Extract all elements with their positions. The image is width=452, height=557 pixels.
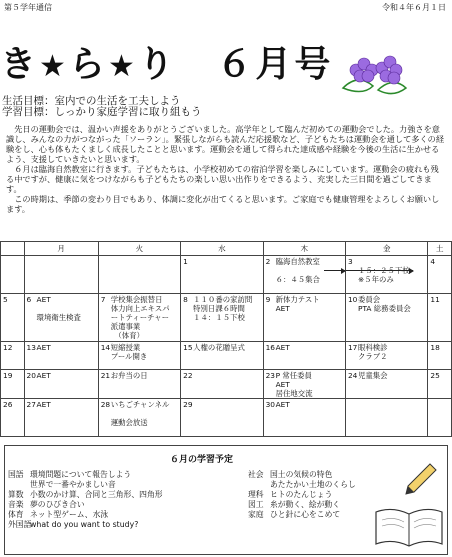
day-number: 15 — [183, 343, 193, 352]
calendar-week — [1, 294, 452, 342]
subject-topic: 環境問題について報告しよう — [30, 470, 132, 479]
calendar-day — [263, 399, 345, 437]
study-row — [248, 510, 356, 520]
day-events — [37, 343, 98, 352]
title-month: ６月号 — [216, 44, 334, 85]
event-line: 特別日課６時間 — [193, 304, 245, 313]
event-line: 眼科検診 — [357, 343, 388, 352]
event-line: お弁当の日 — [110, 371, 148, 380]
calendar-day — [1, 342, 25, 370]
day-number: 4 — [430, 257, 436, 266]
event-line: １５：２５下校 — [357, 266, 410, 275]
day-events — [111, 400, 180, 427]
day-events — [111, 295, 180, 340]
calendar-day — [98, 370, 180, 399]
title-char: り — [137, 44, 177, 85]
calendar-day — [345, 370, 427, 399]
calendar-week — [1, 399, 452, 437]
event-line: 体力向上エキスパ — [110, 304, 170, 313]
subject-label: 図工 — [248, 500, 264, 509]
calendar-day — [263, 342, 345, 370]
day-header: 金 — [345, 242, 427, 256]
calendar-day — [24, 294, 98, 342]
study-row — [8, 510, 163, 520]
day-number: 24 — [347, 371, 358, 380]
calendar-day — [24, 256, 98, 294]
issue-date: 令和４年６月１日 — [382, 3, 446, 12]
intro-paragraph: ６月は臨海自然教室に行きます。子どもたちは、小学校初めての宿泊学習を楽しみにしています。運動会の疲れも残る中ですが、健康に気をつけながらも子どもたちの楽しい思い出作りをできるよう、充実した三日間を過ごしてきます。 — [6, 164, 439, 194]
subject-label: 算数 — [8, 490, 24, 499]
subject-label: 音楽 — [8, 500, 24, 509]
event-line: 人権の花贈呈式 — [193, 343, 245, 352]
study-row — [248, 500, 356, 510]
calendar-day — [263, 294, 345, 342]
event-line: 学校集会振替日 — [110, 295, 163, 304]
event-line: P 常任委員 — [275, 371, 312, 380]
study-row — [8, 470, 163, 480]
day-number: 12 — [3, 343, 13, 352]
subject-topic: 夢のひびき合い — [30, 500, 85, 509]
day-number: 3 — [347, 257, 353, 266]
title-char: き — [0, 44, 40, 85]
subject-label: 家庭 — [248, 510, 264, 519]
calendar-day — [98, 256, 180, 294]
intro-paragraph: この時期は、季節の変わり目でもあり、体調に変化が出てくると思います。ご家庭でも健康管理をよろしくお願いします。 — [6, 194, 440, 214]
day-number: 14 — [100, 343, 111, 352]
event-line: AET — [36, 343, 51, 352]
day-number: 28 — [100, 400, 111, 409]
subject-topic: 世界で一番やかましい音 — [30, 480, 116, 489]
day-header — [1, 242, 25, 256]
event-line — [111, 409, 180, 418]
day-number: 13 — [26, 343, 36, 352]
class-name: 第５学年通信 — [4, 3, 52, 12]
calendar-day — [345, 256, 427, 294]
event-line: いちごチャンネル — [110, 400, 170, 409]
calendar-day — [181, 342, 263, 370]
event-line: 短縮授業 — [110, 343, 141, 352]
day-events — [193, 343, 262, 352]
day-events — [276, 400, 345, 409]
day-number: 8 — [183, 295, 188, 304]
event-line: AET — [275, 400, 290, 409]
subject-topic: 糸が動く、絵が動く — [270, 500, 341, 509]
calendar-day — [1, 399, 25, 437]
subject-topic: あたたかい土地のくらし — [270, 480, 356, 489]
day-number: 7 — [100, 295, 106, 304]
day-events — [111, 343, 180, 361]
day-number: 2 — [265, 257, 271, 266]
day-number: 25 — [430, 371, 440, 380]
event-line: １４：１５下校 — [193, 313, 245, 322]
day-number: 18 — [430, 343, 440, 352]
day-number: 23 — [265, 371, 275, 380]
subject-label: 体育 — [8, 510, 24, 519]
day-number: 5 — [3, 295, 8, 304]
calendar-day — [428, 370, 452, 399]
goals — [2, 96, 202, 118]
calendar-day — [24, 399, 98, 437]
day-number: 20 — [26, 371, 36, 380]
event-line: ６：４５集合 — [275, 275, 320, 284]
subject-label: 社会 — [248, 470, 264, 479]
day-header: 月 — [24, 242, 98, 256]
title-char: ら — [68, 44, 108, 85]
trip-arrow — [324, 270, 345, 271]
study-row — [8, 480, 163, 490]
subject-label: 国語 — [8, 470, 24, 479]
day-number: 11 — [430, 295, 440, 304]
day-events — [276, 343, 345, 352]
subject-label — [248, 480, 270, 490]
event-line: 新体力テスト — [275, 295, 320, 304]
event-line: PTA 総務委員会 — [357, 304, 411, 313]
study-row — [8, 500, 163, 510]
hydrangea-illustration — [338, 48, 408, 98]
newsletter-title — [0, 36, 333, 87]
calendar-day — [98, 342, 180, 370]
day-number: 1 — [183, 257, 188, 266]
event-line: 派遣事業 — [110, 322, 141, 331]
calendar-week — [1, 342, 452, 370]
study-plan-title: ６月の学習予定 — [170, 455, 234, 465]
calendar-day — [345, 399, 427, 437]
subject-topic: 小数のかけ算、合同と三角形、四角形 — [30, 490, 163, 499]
day-number: 22 — [183, 371, 193, 380]
day-number: 19 — [3, 371, 13, 380]
event-line: 臨海自然教室 — [275, 257, 320, 266]
event-line — [358, 257, 427, 266]
day-number: 9 — [265, 295, 271, 304]
day-number: 16 — [265, 343, 275, 352]
day-number: 6 — [26, 295, 32, 304]
calendar-day — [263, 370, 345, 399]
event-line — [37, 304, 98, 313]
subject-label: 外国語 — [8, 520, 32, 529]
subject-topic: what do you want to study? — [30, 520, 139, 529]
event-line: クラブ２ — [357, 352, 388, 361]
day-events — [358, 295, 427, 313]
day-header: 火 — [98, 242, 180, 256]
day-events — [276, 371, 345, 398]
subject-topic: ヒトのたんじょう — [270, 490, 333, 499]
calendar-day — [24, 342, 98, 370]
event-line: 児童集会 — [357, 371, 388, 380]
day-events — [358, 371, 427, 380]
day-number: 30 — [265, 400, 275, 409]
calendar-day — [428, 342, 452, 370]
calendar-day — [263, 256, 345, 294]
life-goal: 生活目標：室内での生活を工夫しよう — [2, 95, 181, 107]
subject-label: 理科 — [248, 490, 264, 499]
study-row — [248, 480, 356, 490]
open-book-icon — [372, 500, 446, 550]
calendar-day — [181, 370, 263, 399]
day-number: 21 — [100, 371, 111, 380]
intro-paragraph: 先日の運動会では、温かい声援をありがとうございました。高学年として臨んだ初めての運動会でした。力強さを意識し、みんなの力がつながった「ソーラン」。緊張しながらも読んだ応援歌など、子どもたちは運動会を通して多くの経験をし、心も体もたくましく成長したことと思います。運動会を通して得られた達成感や経験を今後の生活に生かせるよう、支援していきたいと思います。 — [6, 124, 445, 164]
calendar — [0, 241, 452, 437]
study-row — [248, 490, 356, 500]
day-events — [37, 400, 98, 409]
study-row — [8, 490, 163, 500]
day-number: 27 — [26, 400, 36, 409]
calendar-day — [345, 342, 427, 370]
study-plan-right — [248, 470, 356, 520]
event-line: 運動会放送 — [110, 418, 148, 427]
day-header: 土 — [428, 242, 452, 256]
event-line: AET — [275, 380, 290, 389]
event-line: AET — [275, 343, 290, 352]
event-line: AET — [36, 371, 51, 380]
study-row — [248, 470, 356, 480]
day-number: 29 — [183, 400, 193, 409]
subject-topic: ネット型ゲーム、水泳 — [30, 510, 109, 519]
day-events — [37, 371, 98, 380]
calendar-day — [428, 256, 452, 294]
calendar-day — [24, 370, 98, 399]
calendar-day — [1, 256, 25, 294]
subject-topic: 国土の気候の特色 — [270, 470, 333, 479]
subject-label — [8, 480, 30, 490]
calendar-day — [1, 370, 25, 399]
event-line: AET — [36, 295, 51, 304]
day-events — [193, 295, 262, 322]
event-line: プール開き — [110, 352, 148, 361]
day-events — [358, 343, 427, 361]
event-line: AET — [36, 400, 51, 409]
study-row — [8, 520, 163, 530]
intro-text — [6, 124, 446, 214]
event-line: AET — [275, 304, 290, 313]
calendar-day — [181, 256, 263, 294]
study-goal: 学習目標：しっかり家庭学習に取り組もう — [2, 106, 202, 118]
study-plan-left — [8, 470, 163, 530]
day-number: 17 — [347, 343, 358, 352]
calendar-week — [1, 256, 452, 294]
calendar-day — [181, 294, 263, 342]
calendar-header — [1, 242, 452, 256]
calendar-day — [1, 294, 25, 342]
event-line: １１０番の家訪問 — [193, 295, 253, 304]
day-events — [276, 295, 345, 313]
event-line: ートティーチャー — [110, 313, 170, 322]
event-line: 環境衛生検査 — [36, 313, 81, 322]
calendar-day — [98, 294, 180, 342]
calendar-week — [1, 370, 452, 399]
event-line: ※５年のみ — [357, 275, 394, 284]
star-icon: ★ — [39, 49, 69, 84]
event-line: 居住地交流 — [275, 389, 313, 398]
calendar-day — [428, 399, 452, 437]
day-events — [37, 295, 98, 322]
trip-arrow — [346, 270, 413, 271]
day-header: 木 — [263, 242, 345, 256]
day-header: 水 — [181, 242, 263, 256]
star-icon: ★ — [107, 49, 138, 84]
event-line: 委員会 — [357, 295, 381, 304]
subject-topic: ひと針に心をこめて — [270, 510, 341, 519]
calendar-day — [345, 294, 427, 342]
day-number: 26 — [3, 400, 13, 409]
day-events — [111, 371, 180, 380]
calendar-day — [98, 399, 180, 437]
pencil-icon — [400, 460, 440, 500]
event-line: （体育） — [110, 331, 144, 340]
day-number: 10 — [347, 295, 358, 304]
calendar-day — [181, 399, 263, 437]
calendar-day — [428, 294, 452, 342]
